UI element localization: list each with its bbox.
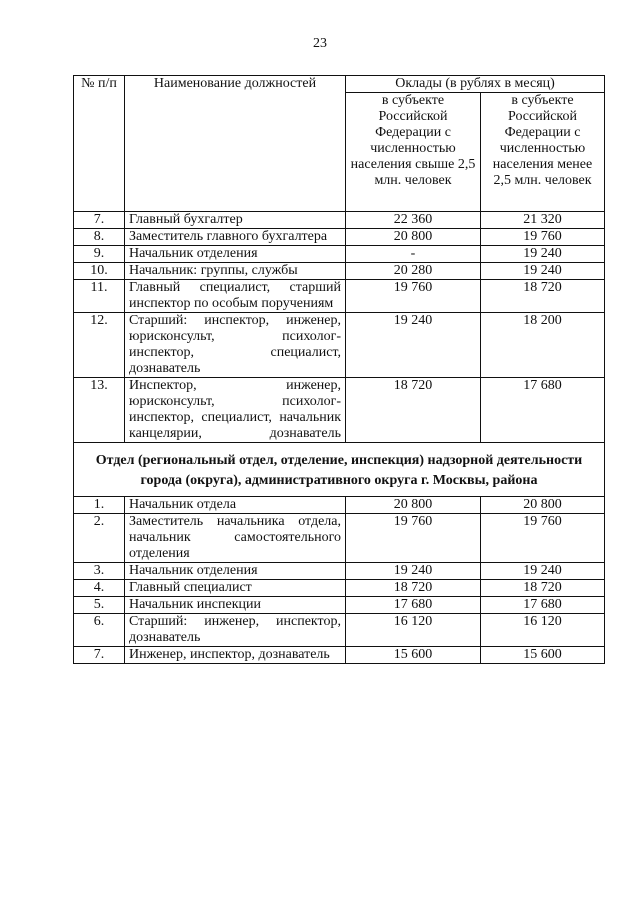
salary-over: 19 760 <box>346 280 481 313</box>
salary-over: 19 760 <box>346 514 481 563</box>
position-name: Начальник инспекции <box>125 597 346 614</box>
position-name: Начальник отделения <box>125 563 346 580</box>
salary-over: 19 240 <box>346 313 481 378</box>
table-row <box>74 497 605 514</box>
position-name: Старший: инспектор, инженер, юрисконсульт, психолог-инспектор, специалист, дознаватель <box>125 313 346 378</box>
position-name: Главный бухгалтер <box>125 212 346 229</box>
table-row <box>74 580 605 597</box>
position-name: Старший: инженер, инспектор, дознаватель <box>125 614 346 647</box>
salary-under: 17 680 <box>481 597 605 614</box>
position-name: Инженер, инспектор, дознаватель <box>125 647 346 664</box>
salary-under: 19 760 <box>481 514 605 563</box>
row-number: 10. <box>74 263 125 280</box>
table-row <box>74 378 605 443</box>
salary-over: 20 800 <box>346 229 481 246</box>
table-row <box>74 597 605 614</box>
salary-over: 15 600 <box>346 647 481 664</box>
header-salaries: Оклады (в рублях в месяц) <box>346 76 605 93</box>
table-row <box>74 563 605 580</box>
table-row <box>74 313 605 378</box>
table-row <box>74 514 605 563</box>
row-number: 6. <box>74 614 125 647</box>
salary-under: 20 800 <box>481 497 605 514</box>
table-row <box>74 212 605 229</box>
salary-under: 16 120 <box>481 614 605 647</box>
section-row <box>74 443 605 497</box>
table-row <box>74 647 605 664</box>
header-position-name: Наименование должностей <box>125 76 346 212</box>
position-name: Главный специалист, старший инспектор по особым поручениям <box>125 280 346 313</box>
row-number: 5. <box>74 597 125 614</box>
table-row <box>74 263 605 280</box>
table-row <box>74 280 605 313</box>
table-row <box>74 614 605 647</box>
salary-under: 18 200 <box>481 313 605 378</box>
position-name: Начальник отдела <box>125 497 346 514</box>
position-name: Заместитель начальника отдела, начальник самостоятельного отделения <box>125 514 346 563</box>
row-number: 1. <box>74 497 125 514</box>
salary-under: 19 240 <box>481 563 605 580</box>
row-number: 9. <box>74 246 125 263</box>
row-number: 8. <box>74 229 125 246</box>
salary-under: 19 240 <box>481 263 605 280</box>
salary-under: 19 760 <box>481 229 605 246</box>
section-title: Отдел (региональный отдел, отделение, инспекция) надзорной деятельности города (округа), административного округа г. Москвы, района <box>74 443 605 497</box>
position-name: Начальник отделения <box>125 246 346 263</box>
row-number: 11. <box>74 280 125 313</box>
table-row <box>74 246 605 263</box>
salary-over: 22 360 <box>346 212 481 229</box>
row-number: 12. <box>74 313 125 378</box>
salary-under: 18 720 <box>481 580 605 597</box>
header-number: № п/п <box>74 76 125 212</box>
salary-over: 19 240 <box>346 563 481 580</box>
salary-under: 18 720 <box>481 280 605 313</box>
row-number: 2. <box>74 514 125 563</box>
header-row <box>74 76 605 93</box>
salary-over: 18 720 <box>346 378 481 443</box>
page-number: 23 <box>313 36 327 51</box>
table-row <box>74 229 605 246</box>
salary-over: 17 680 <box>346 597 481 614</box>
salary-over: 18 720 <box>346 580 481 597</box>
row-number: 7. <box>74 212 125 229</box>
row-number: 13. <box>74 378 125 443</box>
position-name: Начальник: группы, службы <box>125 263 346 280</box>
salary-under: 21 320 <box>481 212 605 229</box>
salary-over: 20 280 <box>346 263 481 280</box>
salary-under: 17 680 <box>481 378 605 443</box>
salary-over: 20 800 <box>346 497 481 514</box>
salary-over: - <box>346 246 481 263</box>
salary-table <box>73 75 605 664</box>
salary-under: 15 600 <box>481 647 605 664</box>
position-name: Инспектор, инженер, юрисконсульт, психолог-инспектор, специалист, начальник канцелярии, дознаватель <box>125 378 346 443</box>
header-subject-over: в субъекте Российской Федерации с численностью населения свыше 2,5 млн. человек <box>346 93 481 212</box>
header-subject-under: в субъекте Российской Федерации с численностью населения менее 2,5 млн. человек <box>481 93 605 212</box>
salary-under: 19 240 <box>481 246 605 263</box>
row-number: 7. <box>74 647 125 664</box>
row-number: 4. <box>74 580 125 597</box>
position-name: Главный специалист <box>125 580 346 597</box>
position-name: Заместитель главного бухгалтера <box>125 229 346 246</box>
row-number: 3. <box>74 563 125 580</box>
salary-over: 16 120 <box>346 614 481 647</box>
